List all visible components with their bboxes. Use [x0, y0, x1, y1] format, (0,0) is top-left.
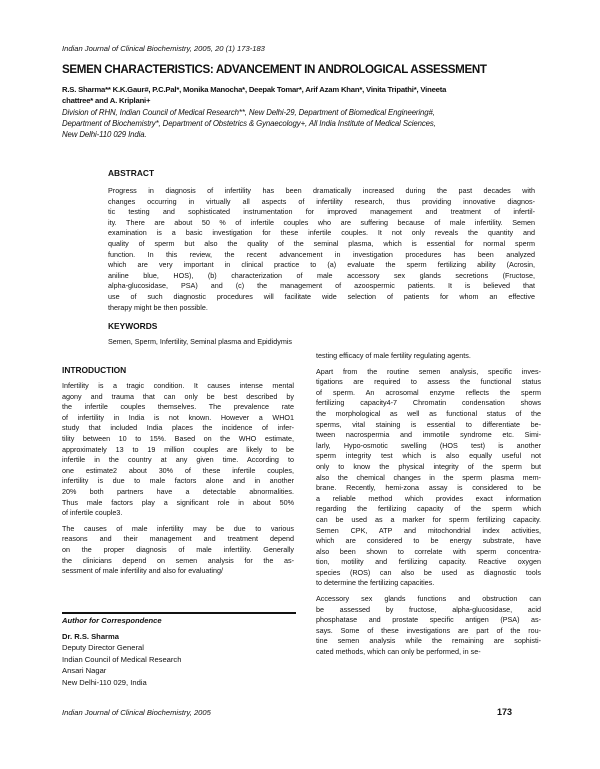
affiliations — [62, 107, 544, 140]
page-number: 173 — [497, 707, 513, 717]
text-line: approximately 13 to 19 million couples are likely to be — [62, 444, 294, 454]
text-line: the morphological as well as functional status of the — [316, 408, 541, 418]
text-line: the clinicians depend on semen analysis for the as- — [62, 555, 294, 565]
correspondence-line: Ansari Nagar — [62, 666, 107, 675]
text-line: quality of sperm but also the quality of the seminal plasma, which is essential for normal sperm — [108, 238, 535, 248]
text-line: tigations are required to assess the functional status — [316, 377, 541, 387]
text-line: the infertile couples themselves. The prevalence rate — [62, 402, 294, 412]
paragraph — [316, 367, 541, 589]
affiliation-line: Department of Biochemistry*, Department of Obstetrics & Gynaecology+, All India Institute of Medical Sciences, — [62, 119, 436, 128]
text-line: cated methods, which can only be performed, in se- — [316, 647, 481, 657]
text-line: tility between 10 to 15%. Based on the WHO estimate, — [62, 433, 294, 443]
text-line: be assessed by fructose, alpha-glucosidase, acid — [316, 604, 541, 614]
text-line: ity. There are about 50 % of infertile couples who are suffering because of male infertility. Semen — [108, 217, 535, 227]
text-line: examination is a basic investigation for these infertile couples. It not only reveals the quantity and — [108, 228, 535, 238]
author-line: chattree* and A. Kriplani+ — [62, 96, 151, 105]
text-line: to determine the fertilizing capacities. — [316, 578, 435, 588]
text-line: The causes of male infertility may be due to various — [62, 523, 294, 533]
text-line: aniline blue, HOS), (b) characterization of male accessory sex glands secretions (Fructose, — [108, 270, 535, 280]
text-line: on the proper diagnosis of male infertility. Generally — [62, 544, 294, 554]
footnote-divider — [62, 612, 296, 614]
text-line: Progress in diagnosis of infertility has been dramatically increased during the past decades with — [108, 186, 535, 195]
text-line: alpha-glucosidase, PSA) and (c) the management of azoospermic patients. It is believed that — [108, 281, 535, 291]
text-line: Infertility is a tragic condition. It causes intense mental — [62, 381, 294, 390]
keywords-text: Semen, Sperm, Infertility, Seminal plasma and Epididymis — [108, 337, 293, 346]
text-line: 20% both partners have a detectable abnormalities. — [62, 486, 294, 496]
text-line: Semen CPK, ATP and mitochondrial index activities, — [316, 525, 541, 535]
text-line: species (ROS) can also be used as diagnostic tools — [316, 567, 541, 577]
affiliation-line: New Delhi-110 029 India. — [62, 130, 147, 139]
keywords-heading: KEYWORDS — [108, 321, 158, 331]
text-line: tic testing and sophisticated instrumentation for improved management and treatment of infertil- — [108, 207, 535, 217]
text-line: infertile in the country at any given time. According to — [62, 455, 294, 465]
text-line: sperm integrity test which is also equally useful not — [316, 451, 541, 461]
text-line: fertilizing capacity4-7 Chromatin condensation shows — [316, 398, 541, 408]
footer-journal: Indian Journal of Clinical Biochemistry, 2005 — [62, 708, 211, 717]
paragraph — [316, 594, 541, 658]
author-list — [62, 84, 544, 106]
text-line: agony and trauma that can only be best described by — [62, 391, 294, 401]
author-line: R.S. Sharma** K.K.Gaur#, P.C.Pal*, Monika Manocha*, Deepak Tomar*, Arif Azam Khan*, Vinita Tripathi*, Vineeta — [62, 85, 447, 94]
paragraph — [108, 186, 535, 313]
text-line: tion, motility and fertilizing capacity. Reactive oxygen — [316, 557, 541, 567]
correspondence-heading: Author for Correspondence — [62, 616, 162, 625]
text-line: sessment of male infertility and also for evaluating/ — [62, 566, 223, 576]
text-line: testing efficacy of male fertility regulating agents. — [316, 351, 471, 360]
text-line: brane. Recently, hemi-zona assay is considered to be — [316, 483, 541, 493]
abstract-heading: ABSTRACT — [108, 168, 155, 178]
text-line: sperms, vital staining is essential to differentiate be- — [316, 419, 541, 429]
text-line: regarding the fertilizing capacity of the sperm which — [316, 504, 541, 514]
text-line: use of such diagnostic procedures will facilitate wide selection of patients for whom an effective — [108, 291, 535, 301]
affiliation-line: Division of RHN, Indian Council of Medical Research**, New Delhi-29, Department of Biomedical Engineering#, — [62, 108, 435, 117]
text-line: Thus male factors play a significant role in about 50% — [62, 497, 294, 507]
text-line: also been shown to correlate with sperm concentra- — [316, 546, 541, 556]
correspondence-line: New Delhi-110 029, India — [62, 677, 147, 687]
text-line: which are very important in clinical practice to (a) evaluate the sperm fertilizing ability (Acrosin, — [108, 260, 535, 270]
text-line: infertility is due to male factors alone and in another — [62, 476, 294, 486]
text-line: phosphatase and prostate specific antigen (PSA) as- — [316, 615, 541, 625]
text-line: can be used as a marker for sperm fertilizing capacity. — [316, 514, 541, 524]
journal-citation: Indian Journal of Clinical Biochemistry, 2005, 20 (1) 173-183 — [62, 44, 265, 53]
text-line: of infertile couple3. — [62, 508, 123, 518]
text-line: only to know the physical integrity of the sperm but — [316, 461, 541, 471]
correspondence-name: Dr. R.S. Sharma — [62, 631, 119, 641]
introduction-right-column — [316, 351, 541, 658]
introduction-heading: INTRODUCTION — [62, 365, 127, 375]
text-line: therapy might be then possible. — [108, 302, 208, 312]
text-line: of infertility in India is not known. However a WHO1 — [62, 412, 294, 422]
text-line: changes occurring in virtually all aspects of infertility research, thus providing innovative diagnos- — [108, 196, 535, 206]
text-line: reasons and their management and treatment depend — [62, 534, 294, 544]
text-line: which are considered to be energy substrate, have — [316, 536, 541, 546]
introduction-left-column — [62, 381, 294, 577]
paragraph — [316, 351, 541, 362]
text-line: study that included India places the incidence of infer- — [62, 423, 294, 433]
text-line: a reliable method which provides exact information — [316, 493, 541, 503]
paragraph — [62, 524, 294, 577]
correspondence-line: Indian Council of Medical Research — [62, 654, 182, 664]
text-line: one estimate2 about 30% of these infertile couples, — [62, 465, 294, 475]
abstract-body — [108, 186, 535, 313]
correspondence-block — [62, 615, 181, 688]
text-line: also the chemical changes in the sperm plasma mem- — [316, 472, 541, 482]
text-line: tine semen analysis while the remaining are sophisti- — [316, 636, 541, 646]
text-line: larly, Hypo-osmotic swelling (HOS test) is another — [316, 440, 541, 450]
text-line: of sperm. An acrosomal enzyme reflects the sperm — [316, 387, 541, 397]
text-line: says. Some of these investigations are part of the rou- — [316, 625, 541, 635]
paragraph — [62, 381, 294, 519]
paper-title: SEMEN CHARACTERISTICS: ADVANCEMENT IN ANDROLOGICAL ASSESSMENT — [62, 63, 487, 76]
correspondence-line: Deputy Director General — [62, 643, 144, 652]
text-line: Accessory sex glands functions and obstruction can — [316, 594, 541, 604]
text-line: tween nacrospermia and immotile syndrome etc. Simi- — [316, 430, 541, 440]
text-line: Apart from the routine semen analysis, specific inves- — [316, 366, 541, 376]
text-line: function. In this review, the recent advancement in investigation procedures has been analyzed — [108, 249, 535, 259]
